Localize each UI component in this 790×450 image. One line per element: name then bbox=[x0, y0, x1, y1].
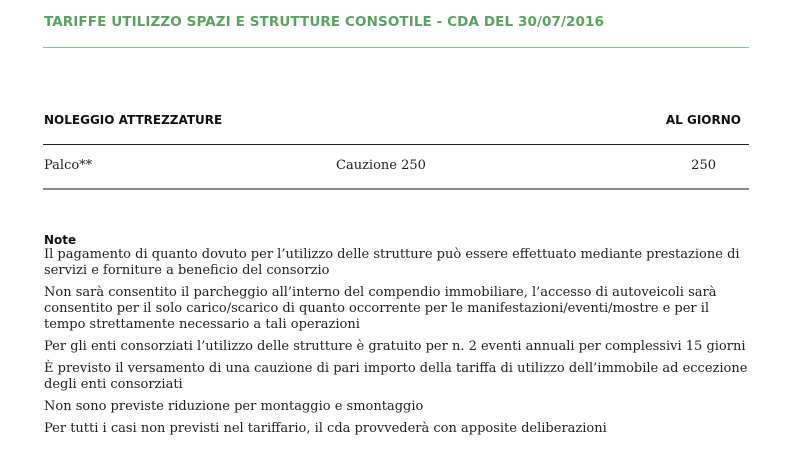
row-deposit-note: Cauzione 250 bbox=[336, 158, 426, 173]
page-title: TARIFFE UTILIZZO SPAZI E STRUTTURE CONSOTILE - CDA DEL 30/07/2016 bbox=[44, 14, 604, 30]
note-item: Non sarà consentito il parcheggio all’interno del compendio immobiliare, l’accesso di autoveicoli sarà consentito per il solo carico/scarico di quanto occorrente per le manifestazioni/eventi/mostre e per il tempo strettamente necessario a tali operazioni bbox=[44, 285, 717, 332]
rates-table bbox=[43, 106, 749, 190]
note-item: Per tutti i casi non previsti nel tariffario, il cda provvederà con apposite deliberazioni bbox=[44, 421, 607, 436]
table-row bbox=[43, 145, 749, 190]
column-header-equipment: NOLEGGIO ATTREZZATURE bbox=[44, 113, 223, 127]
notes-heading: Note bbox=[44, 233, 77, 247]
row-price: 250 bbox=[691, 158, 716, 173]
title-divider bbox=[43, 47, 749, 48]
note-item: Non sono previste riduzione per montaggio e smontaggio bbox=[44, 399, 424, 414]
column-header-per-day: AL GIORNO bbox=[665, 113, 741, 127]
row-item-name: Palco** bbox=[44, 158, 93, 173]
note-item: Per gli enti consorziati l’utilizzo delle strutture è gratuito per n. 2 eventi annuali per complessivi 15 giorni bbox=[44, 339, 746, 354]
notes-section bbox=[44, 233, 750, 443]
note-item: È previsto il versamento di una cauzione di pari importo della tariffa di utilizzo dell’immobile ad eccezione degli enti consorziati bbox=[44, 361, 748, 392]
note-item: Il pagamento di quanto dovuto per l’utilizzo delle strutture può essere effettuato mediante prestazione di servizi e forniture a beneficio del consorzio bbox=[44, 247, 740, 278]
table-header bbox=[43, 106, 749, 145]
